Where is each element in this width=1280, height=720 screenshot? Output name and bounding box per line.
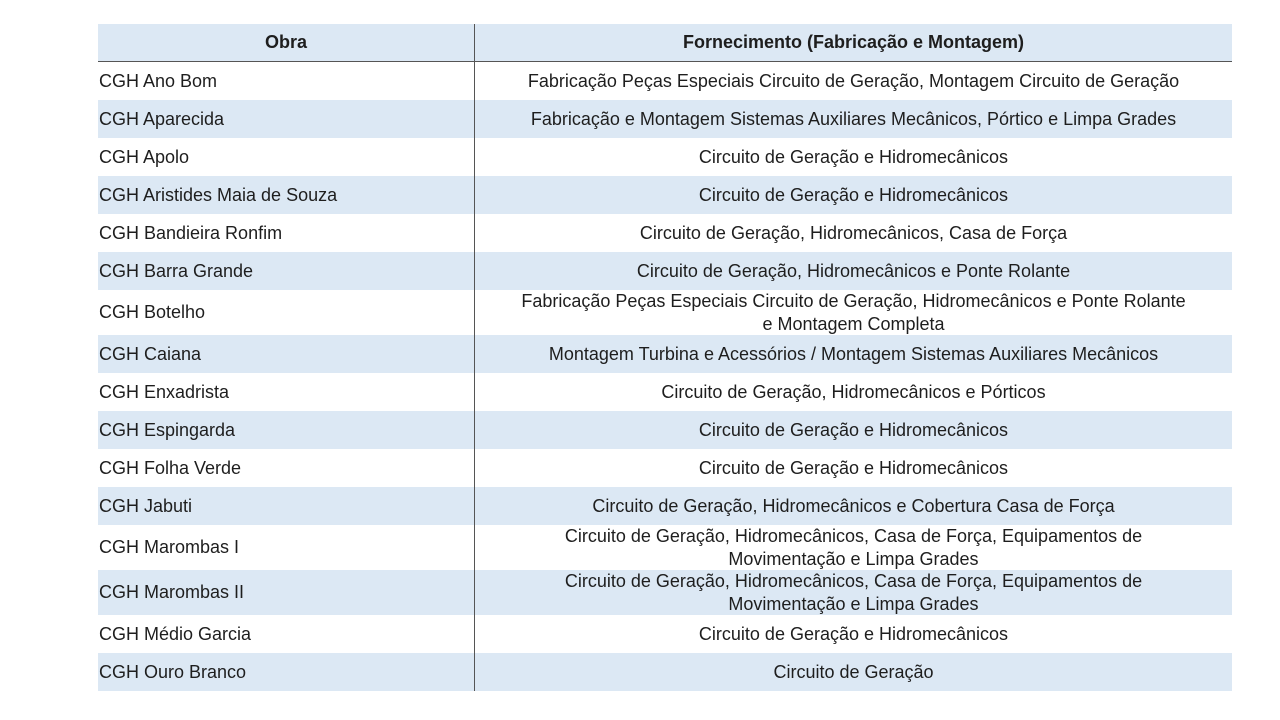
obra-cell: CGH Marombas I — [98, 525, 475, 570]
fornecimento-cell: Circuito de Geração e Hidromecânicos — [698, 419, 1009, 440]
obra-cell: CGH Botelho — [98, 290, 475, 335]
fornecimento-cell: Circuito de Geração, Hidromecânicos, Casa de Força, Equipamentos de Movimentação e Limpa Grades — [564, 525, 1143, 569]
obra-cell: CGH Espingarda — [98, 411, 475, 449]
fornecimento-cell: Montagem Turbina e Acessórios / Montagem Sistemas Auxiliares Mecânicos — [548, 343, 1159, 364]
obra-cell: CGH Marombas II — [98, 570, 475, 615]
header-obra: Obra — [98, 24, 475, 61]
fornecimento-cell: Fabricação Peças Especiais Circuito de Geração, Montagem Circuito de Geração — [527, 70, 1180, 91]
fornecimento-cell: Circuito de Geração e Hidromecânicos — [698, 623, 1009, 644]
table-row — [98, 373, 1232, 411]
fornecimento-cell: Circuito de Geração e Hidromecânicos — [698, 146, 1009, 167]
table-row — [98, 449, 1232, 487]
fornecimento-cell: Circuito de Geração e Hidromecânicos — [698, 184, 1009, 205]
fornecimento-cell: Circuito de Geração e Hidromecânicos — [698, 457, 1009, 478]
obra-cell: CGH Barra Grande — [98, 252, 475, 290]
obra-cell: CGH Caiana — [98, 335, 475, 373]
table-row — [98, 176, 1232, 214]
obra-cell: CGH Jabuti — [98, 487, 475, 525]
obra-cell: CGH Ano Bom — [98, 62, 475, 100]
fornecimento-cell: Circuito de Geração, Hidromecânicos e Ponte Rolante — [636, 260, 1071, 281]
obra-cell: CGH Apolo — [98, 138, 475, 176]
obra-cell: CGH Bandieira Ronfim — [98, 214, 475, 252]
obra-cell: CGH Aristides Maia de Souza — [98, 176, 475, 214]
table-header-row — [98, 24, 1232, 62]
obra-cell: CGH Ouro Branco — [98, 653, 475, 691]
obra-cell: CGH Médio Garcia — [98, 615, 475, 653]
table-row — [98, 290, 1232, 335]
fornecimento-cell: Circuito de Geração, Hidromecânicos e Cobertura Casa de Força — [592, 495, 1115, 516]
table-row — [98, 100, 1232, 138]
table-row — [98, 214, 1232, 252]
table-row — [98, 653, 1232, 691]
table-row — [98, 62, 1232, 100]
fornecimento-cell: Fabricação e Montagem Sistemas Auxiliares Mecânicos, Pórtico e Limpa Grades — [530, 108, 1177, 129]
table-row — [98, 252, 1232, 290]
table-row — [98, 138, 1232, 176]
obra-cell: CGH Aparecida — [98, 100, 475, 138]
table-row — [98, 487, 1232, 525]
obra-cell: CGH Enxadrista — [98, 373, 475, 411]
fornecimento-cell: Circuito de Geração — [773, 661, 934, 682]
fornecimento-cell: Circuito de Geração, Hidromecânicos, Casa de Força — [639, 222, 1068, 243]
fornecimento-cell: Circuito de Geração, Hidromecânicos e Pórticos — [661, 381, 1046, 402]
table-row — [98, 570, 1232, 615]
fornecimento-cell: Fabricação Peças Especiais Circuito de Geração, Hidromecânicos e Ponte Rolante e Montagem Completa — [521, 290, 1186, 334]
obra-cell: CGH Folha Verde — [98, 449, 475, 487]
header-fornecimento: Fornecimento (Fabricação e Montagem) — [682, 32, 1025, 52]
table-row — [98, 411, 1232, 449]
supply-table — [98, 24, 1232, 691]
table-row — [98, 525, 1232, 570]
fornecimento-cell: Circuito de Geração, Hidromecânicos, Casa de Força, Equipamentos de Movimentação e Limpa Grades — [564, 570, 1143, 614]
table-row — [98, 335, 1232, 373]
table-row — [98, 615, 1232, 653]
